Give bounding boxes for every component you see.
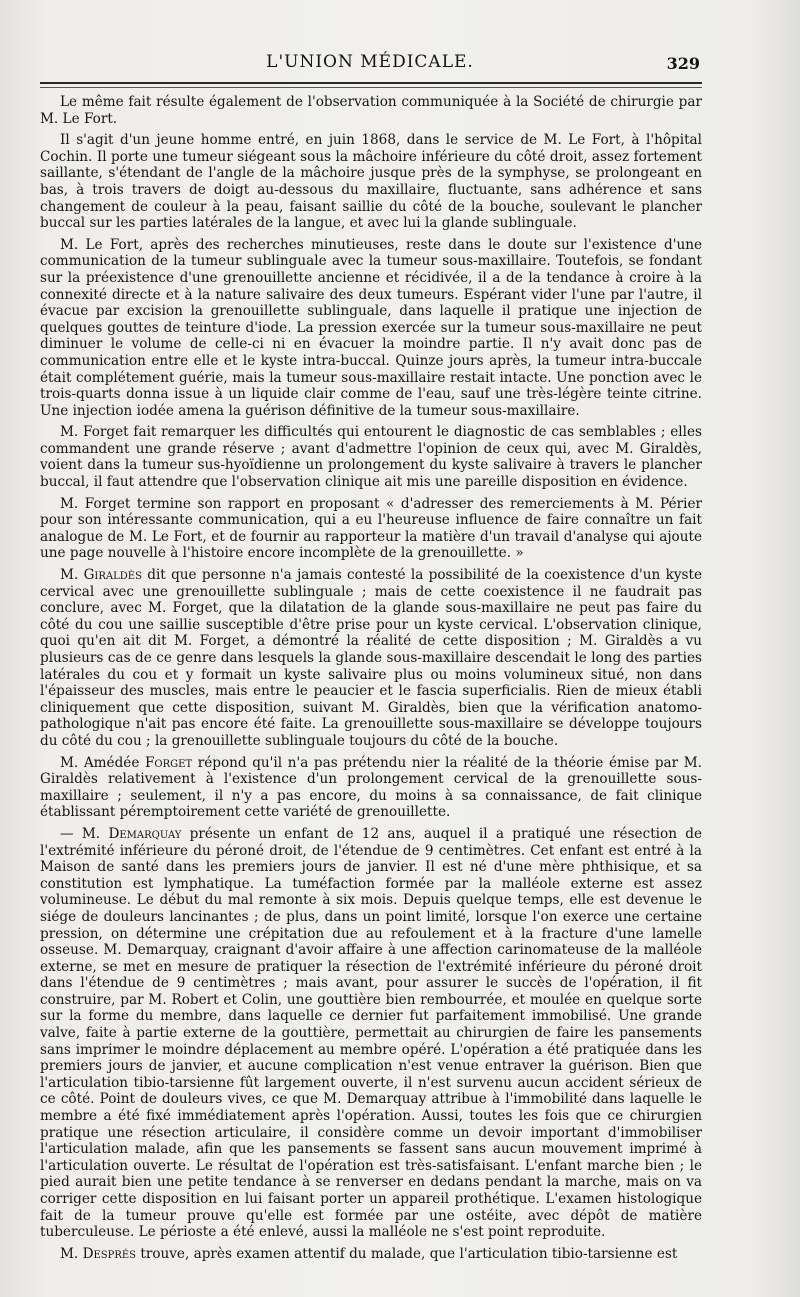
paragraph: M. Forget termine son rapport en proposant « d'adresser des remerciements à M. Périer pour son intéressante communication, qui a eu l'heureuse influence de faire connaître un fait analogue de M. Le Fort, et de fournir au rapporteur la matière d'un travail d'analyse qui ajoute une page nouvelle à l'histoire encore incomplète de la grenouillette. »	[40, 495, 702, 562]
paragraph: M. Giraldès dit que personne n'a jamais contesté la possibilité de la coexistence d'un kyste cervical avec une grenouillette sublinguale ; mais de cette coexistence il ne faudrait pas conclure, avec M. Forget, que la dilatation de la glande sous-maxillaire ne peut pas faire du côté du cou une saillie susceptible d'être prise pour un kyste cervical. L'observation clinique, quoi qu'en ait dit M. Forget, a démontré la réalité de cette disposition ; M. Giraldès a vu plusieurs cas de ce genre dans lesquels la glande sous-maxillaire descendait le long des parties latérales du cou et y formait un kyste salivaire plus ou moins volumineux situé, non dans l'épaisseur des muscles, mais entre le peaucier et le fascia superficialis. Rien de mieux établi cliniquement que cette disposition, suivant M. Giraldès, bien que la vérification anatomo-pathologique n'ait pas encore été faite. La grenouillette sous-maxillaire se développe toujours du côté du cou ; la grenouillette sublinguale toujours du côté de la bouche.	[40, 567, 702, 749]
article-body	[40, 94, 702, 1284]
paragraph: M. Amédée Forget répond qu'il n'a pas prétendu nier la réalité de la théorie émise par M. Giraldès relativement à l'existence d'un prolongement cervical de la grenouillette sous-maxillaire ; seulement, il n'y a pas encore, du moins à sa connaissance, de fait clinique établissant péremptoirement cette variété de grenouillette.	[40, 754, 702, 821]
running-header	[40, 52, 700, 82]
paragraph: — M. Demarquay présente un enfant de 12 ans, auquel il a pratiqué une résection de l'extrémité inférieure du péroné droit, de l'étendue de 9 centimètres. Cet enfant est entré à la Maison de santé dans les premiers jours de janvier. Il est né d'une mère phthisique, et sa constitution est lymphatique. La tuméfaction formée par la malléole externe est assez volumineuse. Le début du mal remonte à six mois. Depuis quelque temps, elle est devenue le siége de douleurs lancinantes ; de plus, dans un point limité, lorsque l'on exerce une certaine pression, on détermine une crépitation due au refoulement et à la fracture d'une lamelle osseuse. M. Demarquay, craignant d'avoir affaire à une affection carinomateuse de la malléole externe, se met en mesure de pratiquer la résection de l'extrémité inférieure du péroné droit dans l'étendue de 9 centimètres ; mais avant, pour assurer le succès de l'opération, il fit construire, par M. Robert et Colin, une gouttière bien rembourrée, et moulée en quelque sorte sur la forme du membre, dans laquelle ce dernier fut parfaitement immobilisé. Une grande valve, faite à partie externe de la gouttière, permettait au chirurgien de faire les pansements sans imprimer le moindre déplacement au membre opéré. L'opération a été pratiquée dans les premiers jours de janvier, et aucune complication n'est venue entraver la guérison. Bien que l'articulation tibio-tarsienne fût largement ouverte, il n'est survenu aucun accident sérieux de ce côté. Point de douleurs vives, ce que M. Demarquay attribue à l'immobilité dans laquelle le membre a été fixé immédiatement après l'opération. Aussi, toutes les fois que ce chirurgien pratique une résection articulaire, il considère comme un devoir important d'immobiliser l'articulation malade, afin que les pansements se fassent sans aucun mouvement imprimé à l'articulation ouverte. Le résultat de l'opération est très-satisfaisant. L'enfant marche bien ; le pied aurait bien une petite tendance à se renverser en dedans pendant la marche, mais on va corriger cette disposition en lui faisant porter un appareil prothétique. L'examen histologique fait de la tumeur prouve qu'elle est formée par une ostéite, avec dépôt de matière tuberculeuse. Le périoste a été enlevé, aussi la malléole ne s'est point reproduite.	[40, 825, 702, 1241]
header-rule-thick	[40, 82, 702, 84]
paragraph: Il s'agit d'un jeune homme entré, en juin 1868, dans le service de M. Le Fort, à l'hôpital Cochin. Il porte une tumeur siégeant sous la mâchoire inférieure du côté droit, assez fortement saillante, s'étendant de l'angle de la mâchoire jusque près de la symphyse, se prolongeant en bas, à trois travers de doigt au-dessous du maxillaire, fluctuante, sans adhérence et sans changement de couleur à la peau, faisant saillie du côté de la bouche, soulevant le plancher buccal sur les parties latérales de la langue, et avec lui la glande sublinguale.	[40, 132, 702, 232]
paragraph: M. Després trouve, après examen attentif du malade, que l'articulation tibio-tarsienne est	[60, 1245, 678, 1262]
page-number: 329	[666, 54, 700, 73]
speaker-name: Després	[82, 1245, 137, 1262]
speaker-name: Giraldès	[83, 567, 142, 584]
paragraph: M. Forget fait remarquer les difficultés qui entourent le diagnostic de cas semblables ; elles commandent une grande réserve ; avant d'admettre l'opinion de ceux qui, avec M. Giraldès, voient dans la tumeur sus-hyoïdienne un prolongement du kyste salivaire à travers le plancher buccal, il faut attendre que l'observation clinique ait mis une pareille disposition en évidence.	[40, 424, 702, 491]
speaker-name: Demarquay	[108, 825, 182, 842]
journal-title: L'UNION MÉDICALE.	[266, 52, 474, 72]
speaker-name: Forget	[145, 754, 193, 771]
header-rule-thin	[40, 87, 702, 88]
paragraph: Le même fait résulte également de l'observation communiquée à la Société de chirurgie par M. Le Fort.	[40, 94, 702, 127]
paragraph: M. Le Fort, après des recherches minutieuses, reste dans le doute sur l'existence d'une communication de la tumeur sublinguale avec la tumeur sous-maxillaire. Toutefois, se fondant sur la préexistence d'une grenouillette ancienne et récidivée, il a de la tendance à croire à la connexité directe et à la nature salivaire des deux tumeurs. Espérant vider l'une par l'autre, il évacue par excision la grenouillette sublinguale, dans laquelle il pratique une injection de quelques gouttes de teinture d'iode. La pression exercée sur la tumeur sous-maxillaire ne peut diminuer le volume de celle-ci ni en évacuer la moindre partie. Il n'y avait donc pas de communication entre elle et le kyste intra-buccal. Quinze jours après, la tumeur intra-buccale était complétement guérie, mais la tumeur sous-maxillaire restait intacte. Une ponction avec le trois-quarts donna issue à un liquide clair comme de l'eau, sauf une très-légère teinte citrine. Une injection iodée amena la guérison définitive de la tumeur sous-maxillaire.	[40, 236, 702, 419]
